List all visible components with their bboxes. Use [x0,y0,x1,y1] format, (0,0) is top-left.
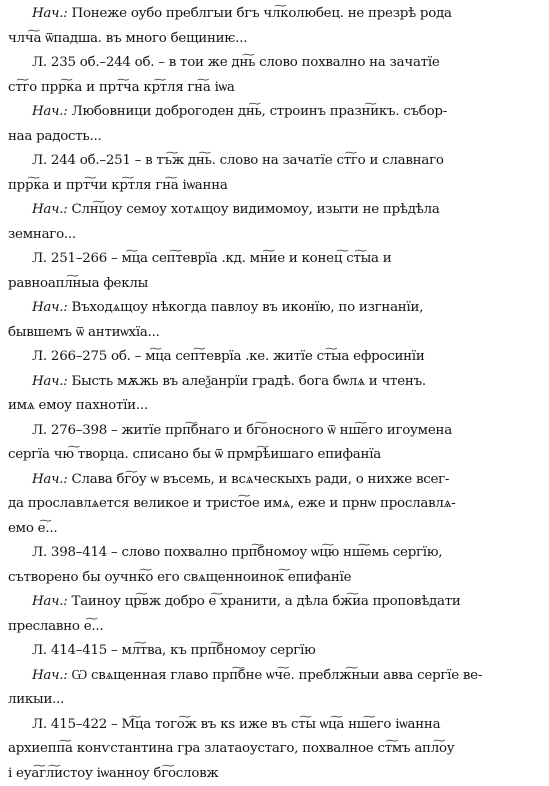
text-line [8,394,541,419]
text-line [8,272,541,297]
text-line [8,664,541,689]
folio-reference: Л. 235 об.–244 об. [32,55,154,70]
line-text: имѧ емоу пахнотїи... [8,398,148,413]
folio-reference: Л. 244 об.–251 [32,153,131,168]
text-line [8,51,541,76]
line-text: – М͠ца того͠ж въ кѕ иже въ ст͠ы ѡц͠а нш͠его iѡанна [107,717,440,732]
text-line [8,688,541,713]
folio-reference: Л. 398–414 [32,545,107,560]
line-text: Таиноу цр͠вж добро е͠ хранити, а дѣла бж͠иа проповѣдати [68,594,461,609]
line-text: Бысть мѫжь въ алеѯанрїи градѣ. бога бѡлѧ и чтенъ. [68,374,426,389]
incipit-label: Нач.: [32,6,68,21]
line-text: Слн͠цоу семоу хотѧщоу видимомоу, изыти не прѣдѣла [68,202,440,217]
incipit-label: Нач.: [32,472,68,487]
line-text: преславно е͠... [8,619,103,634]
incipit-label: Нач.: [32,202,68,217]
text-line [8,492,541,517]
incipit-label: Нач.: [32,374,68,389]
text-line [8,443,541,468]
text-line [8,639,541,664]
line-text: – житїе прп͠бнаго и бг͠оносного ѿ нш͠его игоумена [107,423,452,438]
line-text: ликыи... [8,692,64,707]
folio-reference: Л. 414–415 [32,643,107,658]
text-line [8,296,541,321]
text-line [8,149,541,174]
incipit-label: Нач.: [32,300,68,315]
line-text: Любовници доброгоден дн͠ь, строинъ празн͠икъ. събор- [68,104,448,119]
text-line [8,174,541,199]
line-text: Въходѧщоу нѣкогда павлоу въ иконїю, по изгнанїи, [68,300,424,315]
text-line [8,100,541,125]
text-line [8,762,541,786]
incipit-label: Нач.: [32,594,68,609]
folio-reference: Л. 266–275 об. [32,349,131,364]
text-line [8,370,541,395]
text-line [8,321,541,346]
text-line [8,737,541,762]
line-text: – мл͠тва, къ прп͠бномоу сергїю [107,643,316,658]
text-line [8,713,541,738]
text-line [8,76,541,101]
line-text: i еуа͠гл͠истоу iѡанноу бг͠ословж [8,766,219,781]
text-line [8,2,541,27]
line-text: Понеже оубо преблгыи бгъ чл͠колюбец. не презрѣ рода [68,6,452,21]
folio-reference: Л. 251–266 [32,251,107,266]
line-text: равноапл͠ныа феклы [8,276,148,291]
text-line [8,198,541,223]
line-text: – м͠ца сеп͠теврїа .кд. мн͠ие и конец͠ ст͠ыа и [107,251,391,266]
line-text: наа радость... [8,129,101,144]
line-text: Слава бг͠оу ѡ въсемь, и всѧческыхъ ради, о нихже всег- [68,472,450,487]
line-text: Ѡ свѧщенная главо прп͠бне ѡч͠е. преблж͠ныи авва сергїе ве- [68,668,483,683]
text-line [8,125,541,150]
line-text: сергїа чю͠ творца. списано бы ѿ прмр͠ѣишаго епифанїа [8,447,381,462]
line-text: земнаго... [8,227,76,242]
text-line [8,517,541,542]
line-text: да прославлѧется великое и трист͠ое имѧ, еже и прнѡ прославлѧ- [8,496,456,511]
text-line [8,590,541,615]
text-line [8,27,541,52]
text-line [8,223,541,248]
text-line [8,247,541,272]
line-text: – слово похвално прп͠бномоу ѡц͠ю нш͠емь сергїю, [107,545,442,560]
line-text: емо е͠... [8,521,57,536]
line-text: – м͠ца сеп͠теврїа .ке. житїе ст͠ыа ефросинїи [131,349,425,364]
line-text: архиепп͠а конѵстантина гра златаоустаго, похвалное ст͠мъ апл͠оу [8,741,454,756]
folio-reference: Л. 415–422 [32,717,107,732]
text-line [8,419,541,444]
line-text: прр͠ка и прт͠чи кр͠тля гн͠а iѡанна [8,178,228,193]
text-line [8,541,541,566]
incipit-label: Нач.: [32,668,68,683]
line-text: ст͠го прр͠ка и прт͠ча кр͠тля гн͠а iѡа [8,80,235,95]
text-line [8,615,541,640]
line-text: – в тои же дн͠ь слово похвално на зачатїе [154,55,439,70]
text-line [8,566,541,591]
line-text: сътворено бы оучнк͠о его свѧщенноинок͠ епифанїе [8,570,351,585]
incipit-label: Нач.: [32,104,68,119]
text-line [8,468,541,493]
line-text: – в тъ͠ж дн͠ь. слово на зачатїе ст͠го и славнаго [131,153,444,168]
folio-reference: Л. 276–398 [32,423,107,438]
text-line [8,345,541,370]
line-text: члч͠а ѿпадша. въ много бещиниѥ... [8,31,247,46]
line-text: бывшемъ ѿ антиѡхїа... [8,325,160,340]
